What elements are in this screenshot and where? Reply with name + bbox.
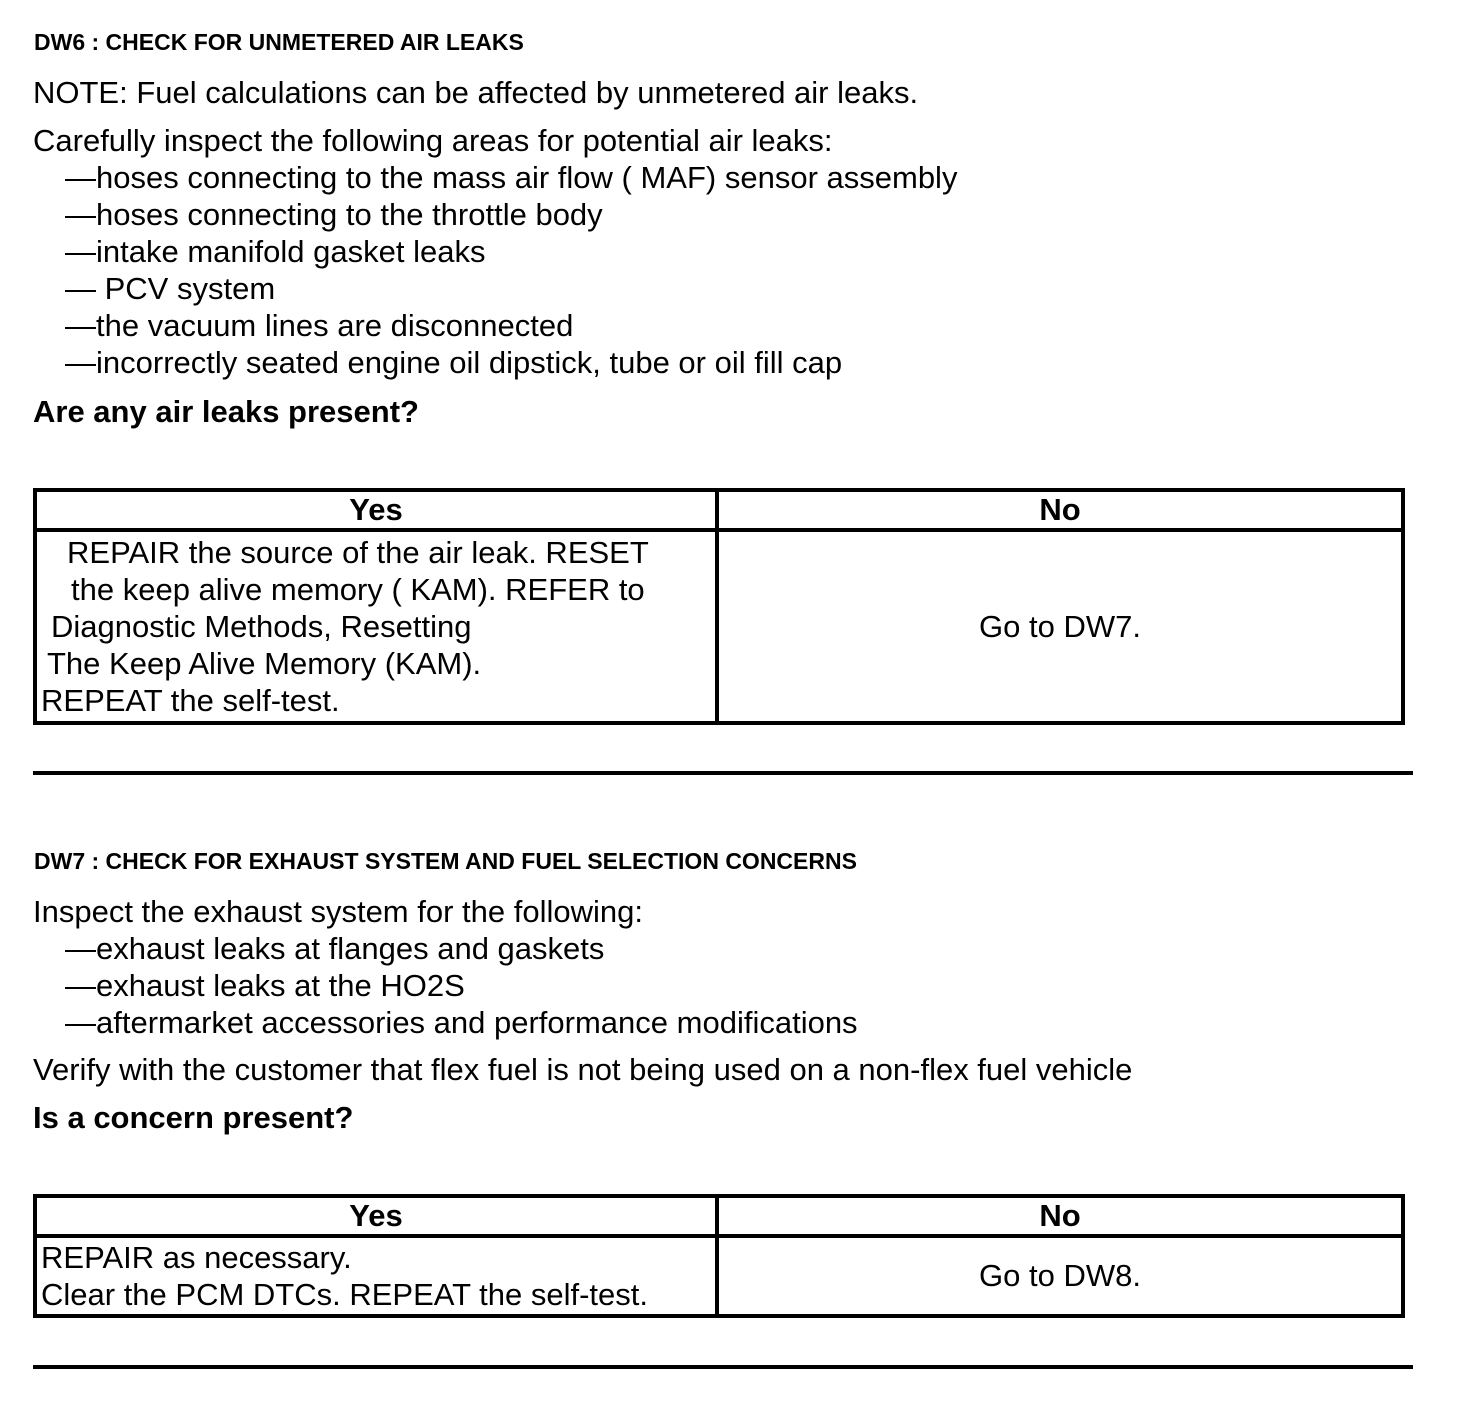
- dw7-verify: Verify with the customer that flex fuel is not being used on a non-flex fuel vehicle: [33, 1052, 1133, 1087]
- dw7-question: Is a concern present?: [33, 1100, 354, 1135]
- dw6-yes-line: REPAIR the source of the air leak. RESET: [67, 535, 649, 570]
- dw6-intro: Carefully inspect the following areas for potential air leaks:: [33, 123, 833, 158]
- list-item: —hoses connecting to the throttle body: [65, 197, 603, 232]
- dw7-yes-header: Yes: [35, 1196, 717, 1236]
- dw7-heading: DW7 : CHECK FOR EXHAUST SYSTEM AND FUEL SELECTION CONCERNS: [34, 848, 857, 874]
- dw6-yes-cell: [35, 530, 717, 723]
- list-item: —exhaust leaks at the HO2S: [65, 968, 465, 1003]
- dw6-decision-table: [33, 488, 1405, 725]
- list-item: —the vacuum lines are disconnected: [65, 308, 574, 343]
- dw7-yes-line: REPAIR as necessary.: [41, 1240, 352, 1275]
- dw7-decision-table: [33, 1194, 1405, 1318]
- dw6-inspection-list: [65, 159, 957, 381]
- dw7-yes-line: Clear the PCM DTCs. REPEAT the self-test.: [41, 1277, 648, 1312]
- dw7-no-cell: Go to DW8.: [717, 1236, 1403, 1316]
- dw6-yes-line: The Keep Alive Memory (KAM).: [47, 646, 482, 681]
- dw6-question: Are any air leaks present?: [33, 394, 419, 429]
- dw6-yes-line: REPEAT the self-test.: [41, 683, 340, 718]
- dw7-intro: Inspect the exhaust system for the following:: [33, 894, 643, 929]
- section-divider: [33, 1365, 1413, 1369]
- dw6-heading: DW6 : CHECK FOR UNMETERED AIR LEAKS: [34, 29, 524, 55]
- list-item: —incorrectly seated engine oil dipstick, tube or oil fill cap: [65, 345, 843, 380]
- dw7-no-header: No: [717, 1196, 1403, 1236]
- dw6-yes-header: Yes: [35, 490, 717, 530]
- section-divider: [33, 771, 1413, 775]
- dw6-yes-line: the keep alive memory ( KAM). REFER to: [71, 572, 645, 607]
- list-item: —hoses connecting to the mass air flow ( MAF) sensor assembly: [65, 160, 958, 195]
- list-item: — PCV system: [65, 271, 276, 306]
- list-item: —aftermarket accessories and performance modifications: [65, 1005, 858, 1040]
- list-item: —intake manifold gasket leaks: [65, 234, 486, 269]
- dw7-yes-cell: [35, 1236, 717, 1316]
- dw6-no-cell: Go to DW7.: [717, 530, 1403, 723]
- dw6-yes-line: Diagnostic Methods, Resetting: [51, 609, 472, 644]
- dw7-inspection-list: [65, 930, 858, 1041]
- dw6-no-header: No: [717, 490, 1403, 530]
- dw6-note: NOTE: Fuel calculations can be affected by unmetered air leaks.: [33, 75, 919, 110]
- list-item: —exhaust leaks at flanges and gaskets: [65, 931, 605, 966]
